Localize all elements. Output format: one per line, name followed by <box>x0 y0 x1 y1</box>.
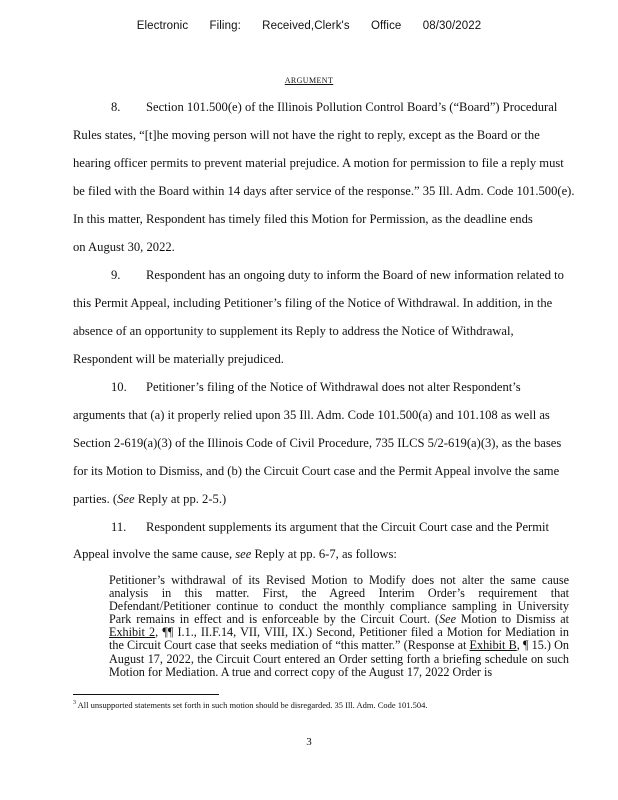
paragraph-8-line: be filed with the Board within 14 days after service of the response.” 35 Ill. Adm. Code 101.500(e). <box>73 184 575 198</box>
section-heading: ARGUMENT <box>284 76 334 85</box>
paragraph-number: 9. <box>111 268 121 282</box>
paragraph-9-line: absence of an opportunity to supplement its Reply to address the Notice of Withdrawal, <box>73 324 514 338</box>
citation-signal: see <box>235 547 252 561</box>
citation-signal: See <box>439 612 456 627</box>
stamp-date: 08/30/2022 <box>422 20 482 32</box>
paragraph-9-line: Respondent will be materially prejudiced. <box>73 352 284 366</box>
paragraph-9-line: this Permit Appeal, including Petitioner’s filing of the Notice of Withdrawal. In addition, in the <box>73 296 553 310</box>
exhibit-2-reference: Exhibit 2 <box>109 625 156 640</box>
footnote <box>73 700 428 710</box>
paragraph-number: 8. <box>111 100 121 114</box>
paragraph-8-line: Rules states, “[t]he moving person will not have the right to reply, except as the Board or the <box>73 128 540 142</box>
exhibit-b-reference: Exhibit B <box>469 638 517 653</box>
stamp-received: Received,Clerk's <box>262 20 350 32</box>
paragraph-8-line: In this matter, Respondent has timely filed this Motion for Permission, as the deadline ends <box>73 212 533 226</box>
paragraph-10-line: Section 2-619(a)(3) of the Illinois Code of Civil Procedure, 735 ILCS 5/2-619(a)(3), as the bases <box>73 436 562 450</box>
paragraph-8-first-line: 8. Section 101.500(e) of the Illinois Pollution Control Board’s (“Board”) Procedural <box>111 100 558 114</box>
paragraph-9-first-line: 9. Respondent has an ongoing duty to inform the Board of new information related to <box>111 268 564 282</box>
stamp-filing: Filing: <box>209 20 241 32</box>
page-number: 3 <box>306 736 312 748</box>
paragraph-10-line: for its Motion to Dismiss, and (b) the Circuit Court case and the Permit Appeal involve the same <box>73 464 560 478</box>
paragraph-10-line: parties. (See Reply at pp. 2-5.) <box>73 492 227 506</box>
paragraph-number: 10. <box>111 380 127 394</box>
paragraph-10-line: arguments that (a) it properly relied upon 35 Ill. Adm. Code 101.500(a) and 101.108 as well as <box>73 408 550 422</box>
stamp-electronic: Electronic <box>136 20 189 32</box>
electronic-filing-stamp <box>0 20 618 32</box>
paragraph-8-line: hearing officer permits to prevent material prejudice. A motion for permission to file a reply must <box>73 156 564 170</box>
paragraph-11-first-line: 11. Respondent supplements its argument that the Circuit Court case and the Permit <box>111 520 550 534</box>
citation-signal: See <box>117 492 135 506</box>
stamp-office: Office <box>371 20 402 32</box>
paragraph-11-line: Appeal involve the same cause, see Reply at pp. 6-7, as follows: <box>73 547 397 561</box>
footnote-text: All unsupported statements set forth in such motion should be disregarded. 35 Ill. Adm. Code 101.504. <box>77 700 428 710</box>
paragraph-number: 11. <box>111 520 127 534</box>
footnote-divider <box>73 694 219 695</box>
footnote-marker: 3 <box>73 700 76 707</box>
paragraph-10-first-line: 10. Petitioner’s filing of the Notice of Withdrawal does not alter Respondent’s <box>111 380 521 394</box>
paragraph-8-line: on August 30, 2022. <box>73 240 175 254</box>
block-quote: Petitioner’s withdrawal of its Revised Motion to Modify does not alter the same cause analysis in this matter. First, the Agreed Interim Order’s requirement that Defendant/Petitioner continue to conduct the monthly compliance sampling in University Park remains in effect and is enforceable by the Circuit Court. (See Motion to Dismiss at Exhibit 2, ¶¶ I.1., II.F.14, VII, VIII, IX.) Second, Petitioner filed a Motion for Mediation in the Circuit Court case that seeks mediation of “this matter.” (Response at Exhibit B, ¶ 15.) On August 17, 2022, the Circuit Court entered an Order setting forth a briefing schedule on such Motion for Mediation. A true and correct copy of the August 17, 2022 Order is <box>109 573 569 679</box>
